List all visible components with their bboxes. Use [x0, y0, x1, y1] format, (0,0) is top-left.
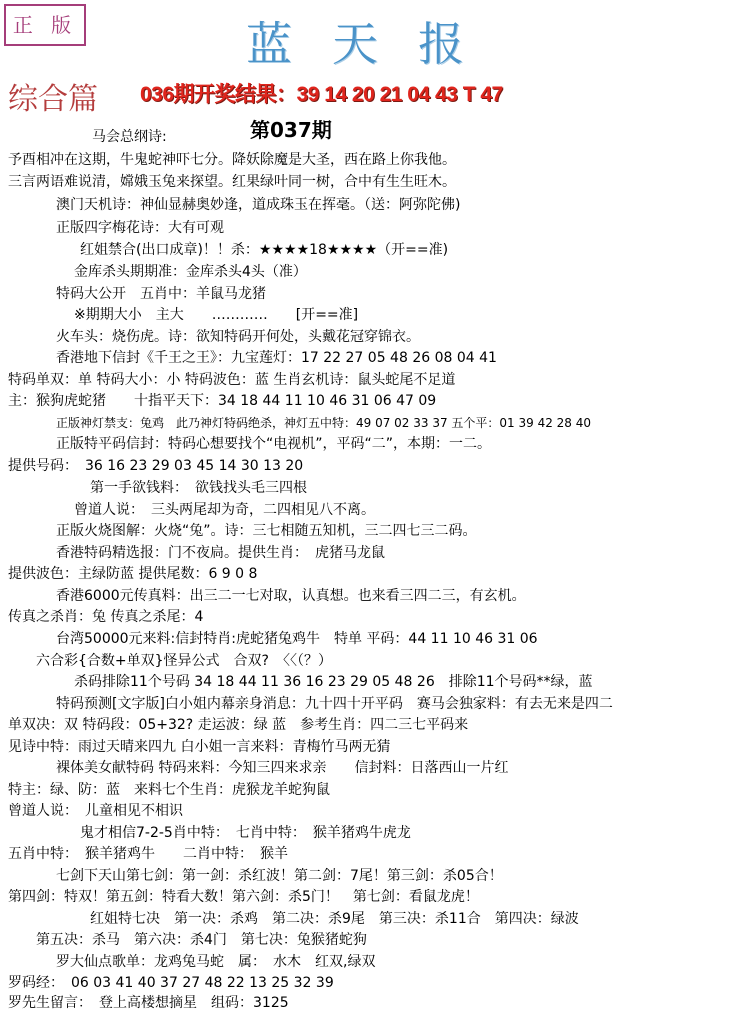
content-line: 杀码排除11个号码 34 18 44 11 36 16 23 29 05 48 26 排除11个号码**绿，蓝	[74, 674, 593, 690]
content-line: 三言两语难说清，嫦娥玉兔来探望。红果绿叶同一树，合中有生生旺木。	[8, 174, 456, 190]
content-line: 香港特码精选报：门不夜扃。提供生肖： 虎猪马龙鼠	[56, 545, 385, 561]
content-line: 予酉相冲在这期，牛鬼蛇神吓七分。降妖除魔是大圣，西在路上你我他。	[8, 152, 456, 168]
content-line: 香港地下信封《千王之王》：九宝莲灯：17 22 27 05 48 26 08 04 41	[56, 350, 497, 366]
content-line: 罗先生留言： 登上高楼想摘星 组码：3125	[8, 995, 289, 1011]
content-line: 特码单双：单 特码大小：小 特码波色：蓝 生肖玄机诗：鼠头蛇尾不足道	[8, 372, 456, 388]
content-line: 裸体美女献特码 特码来料：今知三四来求亲 信封料：日落西山一片红	[56, 760, 509, 776]
content-line: 特码大公开 五肖中：羊鼠马龙猪	[56, 286, 266, 302]
content-line: 五肖中特： 猴羊猪鸡牛 二肖中特： 猴羊	[8, 846, 288, 862]
content-line: 见诗中特：雨过天晴来四九 白小姐一言来料：青梅竹马两无猜	[8, 739, 391, 755]
content-line: 正版特平码信封：特码心想要找个“电视机”，平码“二”，本期：一二。	[56, 436, 492, 452]
content-line: 香港6000元传真料：出三二一七对取，认真想。也来看三四二三，有玄机。	[56, 588, 526, 604]
content-line: 第四剑：特双！第五剑：特看大数！第六剑：杀5门！ 第七剑：看鼠龙虎！	[8, 889, 479, 905]
content-line: 红姐禁合(出口成章)！！杀：★★★★18★★★★（开==准)	[80, 242, 449, 258]
content-line: 传真之杀肖：兔 传真之杀尾：4	[8, 609, 204, 625]
content-line: 火车头：烧伤虎。诗：欲知特码开何处，头戴花冠穿锦衣。	[56, 329, 420, 345]
content-line: 六合彩{合数+单双}怪异公式 合双? 〈〈（？）	[36, 653, 332, 669]
section-title: 综合篇	[8, 82, 98, 117]
content-line: 提供号码： 36 16 23 29 03 45 14 30 13 20	[8, 458, 304, 474]
content-line: 第一手欲钱料： 欲钱找头毛三四根	[90, 480, 307, 496]
draw-result-banner: 036期开奖结果：39 14 20 21 04 43 T 47	[140, 83, 503, 106]
content-line: 澳门天机诗：神仙显赫奥妙逢，道成珠玉在挥毫。（送：阿弥陀佛)	[56, 197, 461, 213]
content-line: 台湾50000元来料:信封特肖:虎蛇猪兔鸡牛 特单 平码：44 11 10 46 31 06	[56, 631, 538, 647]
content-line: 提供波色：主绿防蓝 提供尾数：6 9 0 8	[8, 566, 258, 582]
content-line: 七剑下天山第七剑：第一剑：杀红波！第二剑：7尾！第三剑：杀05合！	[56, 868, 503, 884]
content-line: 金库杀头期期准：金库杀头4头（准）	[74, 264, 307, 280]
content-line: 曾道人说： 儿童相见不相识	[8, 803, 183, 819]
content-line: 特主：绿、防：蓝 来料七个生肖：虎猴龙羊蛇狗鼠	[8, 782, 330, 798]
genuine-edition-stamp: 正 版	[4, 4, 86, 46]
content-line: 第五决：杀马 第六决：杀4门 第七决：兔猴猪蛇狗	[36, 932, 367, 948]
content-line: 第037期	[250, 118, 332, 142]
content-line: 鬼才相信7-2-5肖中特： 七肖中特： 猴羊猪鸡牛虎龙	[80, 825, 411, 841]
content-line: 正版火烧图解：火烧“兔”。诗：三七相随五知机，三二四七三二码。	[56, 523, 477, 539]
content-line: ※期期大小 主大 ………… [开==准]	[74, 307, 359, 323]
content-line: 正版神灯禁支：兔鸡 此乃神灯特码绝杀，神灯五中特：49 07 02 33 37 五个平：01 39 42 28 40	[56, 416, 592, 430]
content-line: 正版四字梅花诗：大有可观	[56, 220, 224, 236]
content-line: 曾道人说： 三头两尾却为奇，二四相见八不离。	[74, 502, 375, 518]
content-line: 红姐特七决 第一决：杀鸡 第二决：杀9尾 第三决：杀11合 第四决：绿波	[90, 911, 579, 927]
content-line: 主：猴狗虎蛇猪 十指平天下：34 18 44 11 10 46 31 06 47 09	[8, 393, 437, 409]
masthead-title: 蓝天报	[246, 17, 504, 71]
content-line: 罗码经： 06 03 41 40 37 27 48 22 13 25 32 39	[8, 975, 334, 991]
content-line: 马会总纲诗:	[92, 129, 167, 145]
content-line: 罗大仙点歌单：龙鸡兔马蛇 属： 水木 红双,绿双	[56, 954, 376, 970]
content-line: 特码预测[文字版]白小姐内幕亲身消息：九十四十开平码 赛马会独家料：有去无来是四二	[56, 696, 613, 712]
content-line: 单双决：双 特码段：05+32? 走运波：绿 蓝 参考生肖：四二三七平码来	[8, 717, 469, 733]
